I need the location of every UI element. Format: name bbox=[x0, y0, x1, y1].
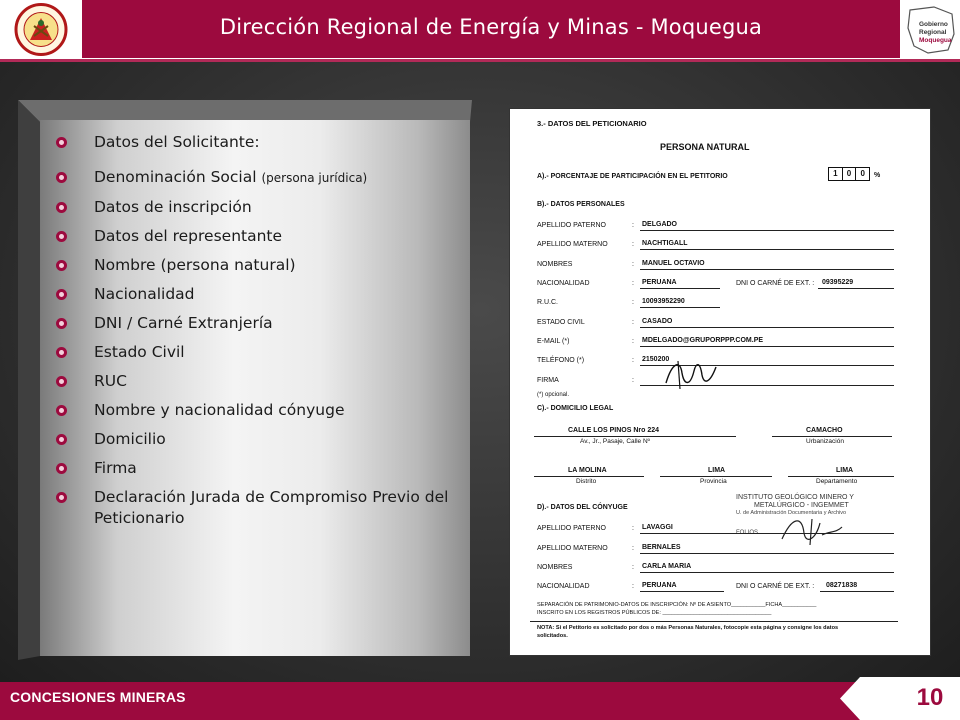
page-title: Dirección Regional de Energía y Minas - Moquegua bbox=[219, 15, 763, 39]
field-label: E-MAIL (*) bbox=[537, 338, 570, 345]
field-label: APELLIDO PATERNO bbox=[537, 222, 606, 229]
bullet-icon bbox=[56, 202, 67, 213]
department-caption: Departamento bbox=[816, 478, 858, 485]
panel-bevel-left bbox=[18, 100, 40, 660]
note-line: NOTA: Si el Petitorio es solicitado por dos o más Personas Naturales, fotocopie esta página y consigne los datos bbox=[537, 625, 839, 631]
logo-line-3: Moquegua bbox=[919, 37, 952, 44]
header bbox=[0, 0, 960, 62]
field-underline bbox=[660, 476, 772, 477]
list-item-text: Nacionalidad bbox=[94, 285, 195, 303]
spouse-dni-label: DNI O CARNÉ DE EXT. : bbox=[736, 583, 815, 590]
address-street: CALLE LOS PINOS Nro 224 bbox=[568, 427, 660, 434]
field-label: APELLIDO PATERNO bbox=[537, 525, 606, 532]
field-colon: : bbox=[632, 338, 634, 345]
signature-icon bbox=[660, 353, 720, 393]
stamp-line: METALÚRGICO - INGEMMET bbox=[754, 502, 849, 509]
form-section-d: D).- DATOS DEL CÓNYUGE bbox=[537, 504, 628, 511]
province-caption: Provincia bbox=[700, 478, 727, 485]
dni-value: 09395229 bbox=[822, 279, 854, 286]
field-colon: : bbox=[632, 319, 634, 326]
bullet-icon bbox=[56, 318, 67, 329]
separation-line: SEPARACIÓN DE PATRIMONIO-DATOS DE INSCRIPCIÓN: Nº DE ASIENTO___________FICHA___________ bbox=[537, 602, 817, 608]
stamp-line: INSTITUTO GEOLÓGICO MINERO Y bbox=[736, 494, 854, 501]
district: LA MOLINA bbox=[568, 467, 607, 474]
list-item bbox=[52, 342, 452, 363]
field-value: 2150200 bbox=[642, 356, 670, 363]
field-value: BERNALES bbox=[642, 544, 681, 551]
field-colon: : bbox=[632, 261, 634, 268]
list-item-text: Nombre y nacionalidad cónyuge bbox=[94, 401, 345, 419]
list-item-text: Denominación Social bbox=[94, 168, 262, 186]
percent-sign: % bbox=[874, 172, 881, 179]
stamp-signature-icon bbox=[776, 509, 846, 551]
field-value: NACHTIGALL bbox=[642, 240, 688, 247]
petitioner-form-scan bbox=[509, 108, 931, 656]
bullet-icon bbox=[56, 231, 67, 242]
field-underline bbox=[640, 288, 720, 289]
field-value: MANUEL OCTAVIO bbox=[642, 260, 705, 267]
field-label: NACIONALIDAD bbox=[537, 280, 590, 287]
spouse-dni-value: 08271838 bbox=[826, 582, 858, 589]
bullet-icon bbox=[56, 289, 67, 300]
field-label: TELÉFONO (*) bbox=[537, 357, 585, 364]
field-value: PERUANA bbox=[642, 582, 677, 589]
list-item bbox=[52, 400, 452, 421]
field-colon: : bbox=[632, 377, 634, 384]
field-colon: : bbox=[632, 583, 634, 590]
field-colon: : bbox=[632, 525, 634, 532]
list-item bbox=[52, 371, 452, 392]
bullet-icon bbox=[56, 172, 67, 183]
list-item-note: (persona jurídica) bbox=[261, 171, 368, 185]
field-label: APELLIDO MATERNO bbox=[537, 545, 608, 552]
list-item-text: Datos del Solicitante: bbox=[94, 133, 260, 151]
list-item bbox=[52, 429, 452, 450]
field-underline bbox=[640, 230, 894, 231]
list-item-text: Datos del representante bbox=[94, 227, 283, 245]
province: LIMA bbox=[708, 467, 726, 474]
form-section-c: C).- DOMICILIO LEGAL bbox=[537, 405, 614, 412]
list-item-text: Nombre (persona natural) bbox=[94, 256, 296, 274]
separation-line: INSCRITO EN LOS REGISTROS PÚBLICOS DE: ___________________________________ bbox=[537, 610, 772, 616]
list-item bbox=[52, 284, 452, 305]
field-label: R.U.C. bbox=[537, 299, 558, 306]
field-underline bbox=[640, 327, 894, 328]
field-underline bbox=[640, 591, 724, 592]
field-value: MDELGADO@GRUPORPPP.COM.PE bbox=[642, 337, 764, 344]
form-divider bbox=[530, 621, 898, 622]
field-underline bbox=[640, 269, 894, 270]
optional-note: (*) opcional. bbox=[537, 392, 570, 398]
field-underline bbox=[640, 553, 894, 554]
list-item bbox=[52, 458, 452, 479]
note-line: solicitados. bbox=[537, 633, 568, 639]
field-colon: : bbox=[632, 222, 634, 229]
form-section-a: A).- PORCENTAJE DE PARTICIPACIÓN EN EL PETITORIO bbox=[537, 173, 728, 180]
panel-bevel-top bbox=[18, 100, 472, 122]
field-underline bbox=[772, 436, 892, 437]
field-colon: : bbox=[632, 545, 634, 552]
form-section-b: B).- DATOS PERSONALES bbox=[537, 201, 625, 208]
address-street-caption: Av., Jr., Pasaje, Calle Nº bbox=[580, 438, 651, 445]
list-item-text: Domicilio bbox=[94, 430, 166, 448]
field-colon: : bbox=[632, 299, 634, 306]
address-urb: CAMACHO bbox=[806, 427, 843, 434]
form-subtitle: PERSONA NATURAL bbox=[660, 142, 750, 152]
list-item bbox=[52, 132, 452, 153]
field-label: APELLIDO MATERNO bbox=[537, 241, 608, 248]
field-value: PERUANA bbox=[642, 279, 677, 286]
percentage-digit: 0 bbox=[843, 168, 857, 180]
field-colon: : bbox=[632, 280, 634, 287]
list-item-text: Datos de inscripción bbox=[94, 198, 252, 216]
ministry-seal-icon bbox=[3, 2, 79, 57]
bullet-icon bbox=[56, 260, 67, 271]
list-item-text: Declaración Jurada de Compromiso Previo del Peticionario bbox=[94, 488, 449, 527]
list-item-text: DNI / Carné Extranjería bbox=[94, 314, 273, 332]
percentage-digit: 0 bbox=[860, 169, 865, 178]
list-item-text: RUC bbox=[94, 372, 127, 390]
list-item bbox=[52, 487, 452, 529]
field-underline bbox=[534, 476, 644, 477]
list-item-text: Estado Civil bbox=[94, 343, 185, 361]
field-underline bbox=[640, 533, 894, 534]
percentage-digit: 1 bbox=[829, 168, 843, 180]
regional-government-logo-icon bbox=[904, 4, 958, 56]
field-underline bbox=[640, 572, 894, 573]
list-item bbox=[52, 255, 452, 276]
field-colon: : bbox=[632, 241, 634, 248]
address-urb-caption: Urbanización bbox=[806, 438, 844, 445]
percentage-boxes bbox=[828, 167, 870, 181]
form-section-title: 3.- DATOS DEL PETICIONARIO bbox=[537, 119, 647, 128]
field-underline bbox=[640, 307, 720, 308]
footer-label: CONCESIONES MINERAS bbox=[10, 689, 186, 705]
list-item-text: Firma bbox=[94, 459, 137, 477]
field-label: ESTADO CIVIL bbox=[537, 319, 585, 326]
field-underline bbox=[534, 436, 736, 437]
field-underline bbox=[818, 288, 894, 289]
list-item bbox=[52, 313, 452, 334]
requirements-list bbox=[52, 132, 452, 529]
bullet-icon bbox=[56, 347, 67, 358]
field-underline bbox=[640, 249, 894, 250]
stamp-line: U. de Administración Documentaria y Archivo bbox=[736, 510, 847, 516]
logo-line-1: Gobierno bbox=[919, 21, 948, 28]
field-value: LAVAGGI bbox=[642, 524, 673, 531]
page-number: 10 bbox=[916, 684, 944, 711]
district-caption: Distrito bbox=[576, 478, 597, 485]
field-underline bbox=[820, 591, 894, 592]
bullet-icon bbox=[56, 463, 67, 474]
field-label: NACIONALIDAD bbox=[537, 583, 590, 590]
field-underline bbox=[640, 346, 894, 347]
field-value: 10093952290 bbox=[642, 298, 685, 305]
field-value: CASADO bbox=[642, 318, 673, 325]
bullet-icon bbox=[56, 376, 67, 387]
list-item bbox=[52, 167, 452, 189]
field-label: NOMBRES bbox=[537, 564, 573, 571]
department: LIMA bbox=[836, 467, 854, 474]
dni-label: DNI O CARNÉ DE EXT. : bbox=[736, 280, 815, 287]
field-colon: : bbox=[632, 357, 634, 364]
list-item bbox=[52, 226, 452, 247]
bullet-icon bbox=[56, 492, 67, 503]
field-label: NOMBRES bbox=[537, 261, 573, 268]
field-value: DELGADO bbox=[642, 221, 677, 228]
field-colon: : bbox=[632, 564, 634, 571]
bullet-icon bbox=[56, 405, 67, 416]
list-item bbox=[52, 197, 452, 218]
field-value: CARLA MARIA bbox=[642, 563, 692, 570]
field-label: FIRMA bbox=[537, 377, 559, 384]
logo-line-2: Regional bbox=[919, 29, 947, 36]
bullet-icon bbox=[56, 137, 67, 148]
field-underline bbox=[788, 476, 894, 477]
bullet-icon bbox=[56, 434, 67, 445]
